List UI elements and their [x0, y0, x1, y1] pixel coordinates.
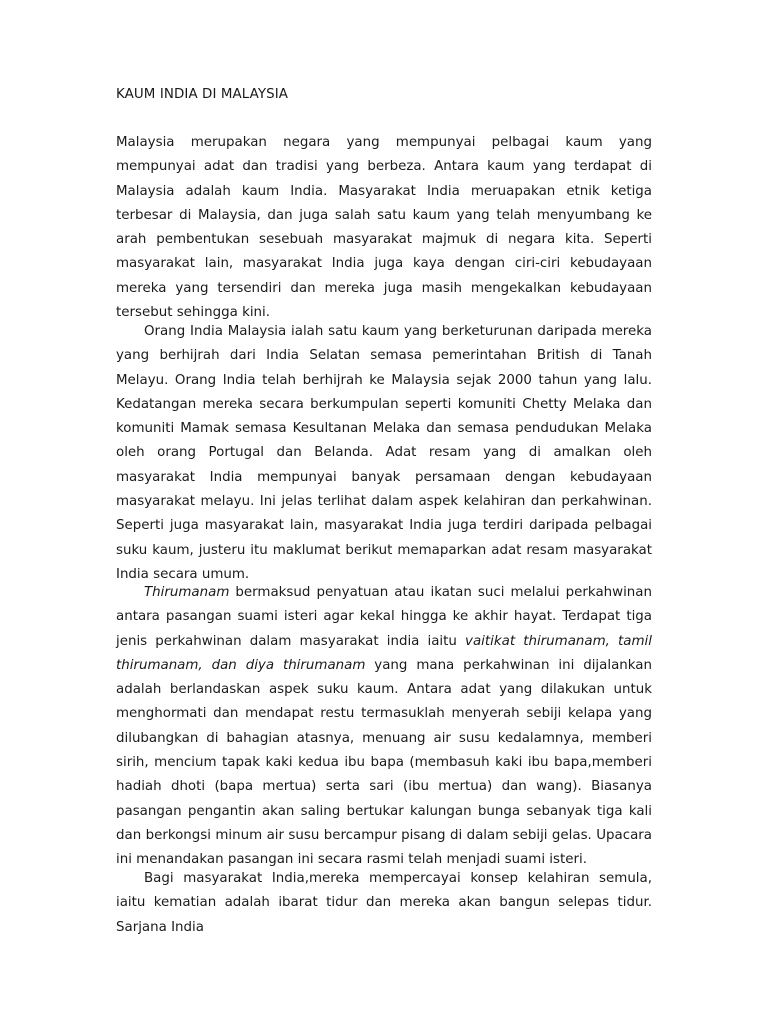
- document-title: KAUM INDIA DI MALAYSIA: [116, 87, 289, 102]
- marriage-text-part-1: bermaksud penyatuan atau ikatan suci melalui perkahwinan antara pasangan suami isteri agar kekal hingga ke akhir hayat. Terdapat tiga jenis perkahwinan dalam masyarakat india iaitu: [116, 585, 652, 649]
- paragraph-history: Orang India Malaysia ialah satu kaum yang berketurunan daripada mereka yang berhijrah dari India Selatan semasa pemerintahan British di Tanah Melayu. Orang India telah berhijrah ke Malaysia sejak 2000 tahun yang lalu. Kedatangan mereka secara berkumpulan seperti komuniti Chetty Melaka dan komuniti Mamak semasa Kesultanan Melaka dan semasa pendudukan Melaka oleh orang Portugal dan Belanda. Adat resam yang di amalkan oleh masyarakat India mempunyai banyak persamaan dengan kebudayaan masyarakat melayu. Ini jelas terlihat dalam aspek kelahiran dan perkahwinan. Seperti juga masyarakat lain, masyarakat India juga terdiri daripada pelbagai suku kaum, justeru itu maklumat berikut memaparkan adat resam masyarakat India secara umum.: [116, 324, 652, 582]
- term-thirumanam: Thirumanam: [144, 585, 230, 600]
- marriage-text-part-2: yang mana perkahwinan ini dijalankan adalah berlandaskan aspek suku kaum. Antara adat yang dilakukan untuk menghormati dan mendapat restu termasuklah menyerah sebiji kelapa yang dilubangkan di bahagian atasnya, menuang air susu kedalamnya, memberi sirih, mencium tapak kaki kedua ibu bapa (membasuh kaki ibu bapa,memberi hadiah dhoti (bapa mertua) serta sari (ibu mertua) dan wang). Biasanya pasangan pengantin akan saling bertukar kalungan bunga sebanyak tiga kali dan berkongsi minum air susu bercampur pisang di dalam sebiji gelas. Upacara ini menandakan pasangan ini secara rasmi telah menjadi suami isteri.: [116, 657, 652, 868]
- marriage-types: vaitikat thirumanam, tamil thirumanam, dan diya thirumanam: [116, 633, 652, 673]
- paragraph-intro: Malaysia merupakan negara yang mempunyai pelbagai kaum yang mempunyai adat dan tradisi yang berbeza. Antara kaum yang terdapat di Malaysia adalah kaum India. Masyarakat India meruapakan etnik ketiga terbesar di Malaysia, dan juga salah satu kaum yang telah menyumbang ke arah pembentukan sesebuah masyarakat majmuk di negara kita. Seperti masyarakat lain, masyarakat India juga kaya dengan ciri-ciri kebudayaan mereka yang tersendiri dan mereka juga masih mengekalkan kebudayaan tersebut sehingga kini.: [116, 135, 652, 321]
- paragraph-marriage: [116, 581, 652, 873]
- paragraph-birth-belief: Bagi masyarakat India,mereka mempercayai konsep kelahiran semula, iaitu kematian adalah ibarat tidur dan mereka akan bangun selepas tidur. Sarjana India: [116, 871, 652, 935]
